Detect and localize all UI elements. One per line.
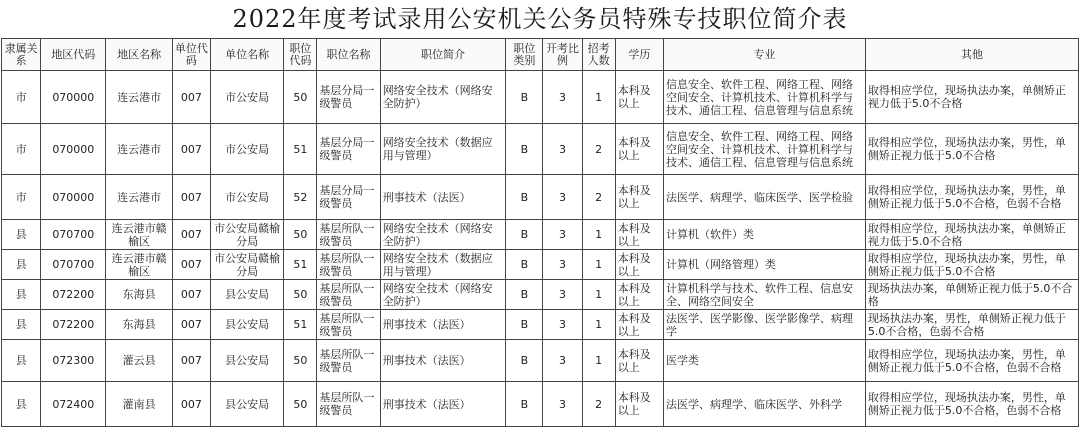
cell-relation: 县 [2,382,41,427]
header-recruit-count: 招考人数 [582,39,615,71]
header-exam-ratio: 开考比例 [543,39,582,71]
cell-unit-name: 市公安局 [210,124,283,175]
cell-unit-name: 县公安局 [210,340,283,382]
cell-area-code: 070000 [41,71,106,124]
cell-major: 计算机科学与技术、软件工程、信息安全、网络空间安全 [663,280,865,310]
cell-area-name: 东海县 [106,310,172,340]
cell-position-description: 网络安全技术（网络安全防护） [380,71,506,124]
cell-education: 本科及以上 [615,250,663,280]
cell-major: 法医学、病理学、临床医学、医学检验 [663,175,865,220]
header-position-category: 职位类别 [506,39,543,71]
cell-education: 本科及以上 [615,71,663,124]
header-unit-name: 单位名称 [210,39,283,71]
cell-position-code: 52 [284,175,317,220]
table-row [2,310,1079,340]
header-relation: 隶属关系 [2,39,41,71]
cell-position-description: 刑事技术（法医） [380,175,506,220]
cell-education: 本科及以上 [615,124,663,175]
header-unit-code: 单位代码 [172,39,210,71]
cell-unit-name: 县公安局 [210,382,283,427]
cell-relation: 县 [2,340,41,382]
header-position-description: 职位简介 [380,39,506,71]
cell-area-name: 东海县 [106,280,172,310]
cell-position-category: B [506,220,543,250]
cell-major: 信息安全、软件工程、网络工程、网络空间安全、计算机技术、计算机科学与技术、通信工程、信息管理与信息系统 [663,124,865,175]
header-position-code: 职位代码 [284,39,317,71]
cell-unit-name: 市公安局 [210,175,283,220]
cell-area-code: 072400 [41,382,106,427]
cell-position-name: 基层所队一级警员 [317,250,380,280]
position-table [1,38,1079,427]
cell-exam-ratio: 3 [543,220,582,250]
cell-position-description: 网络安全技术（数据应用与管理） [380,124,506,175]
cell-relation: 县 [2,220,41,250]
cell-relation: 市 [2,124,41,175]
cell-position-category: B [506,250,543,280]
cell-area-code: 072300 [41,340,106,382]
cell-recruit-count: 1 [582,220,615,250]
cell-position-name: 基层所队一级警员 [317,280,380,310]
cell-unit-code: 007 [172,382,210,427]
cell-area-name: 连云港市 [106,71,172,124]
cell-position-code: 50 [284,340,317,382]
cell-position-name: 基层所队一级警员 [317,310,380,340]
cell-area-code: 070700 [41,250,106,280]
cell-area-code: 072200 [41,310,106,340]
cell-major: 信息安全、软件工程、网络工程、网络空间安全、计算机技术、计算机科学与技术、通信工程、信息管理与信息系统 [663,71,865,124]
cell-unit-name: 市公安局赣榆分局 [210,220,283,250]
cell-relation: 市 [2,71,41,124]
document-title: 2022年度考试录用公安机关公务员特殊专技职位简介表 [232,5,848,33]
cell-area-name: 连云港市 [106,124,172,175]
cell-position-category: B [506,382,543,427]
cell-position-name: 基层所队一级警员 [317,220,380,250]
cell-other: 现场执法办案，男性，单侧矫正视力低于5.0不合格，色弱不合格 [865,310,1078,340]
cell-recruit-count: 1 [582,340,615,382]
cell-area-name: 连云港市赣榆区 [106,250,172,280]
header-area-name: 地区名称 [106,39,172,71]
table-row [2,340,1079,382]
cell-position-name: 基层分局一级警员 [317,124,380,175]
cell-unit-code: 007 [172,124,210,175]
cell-position-description: 网络安全技术（网络安全防护） [380,220,506,250]
cell-position-description: 网络安全技术（网络安全防护） [380,280,506,310]
cell-exam-ratio: 3 [543,310,582,340]
cell-exam-ratio: 3 [543,250,582,280]
cell-position-category: B [506,71,543,124]
cell-unit-code: 007 [172,340,210,382]
cell-other: 取得相应学位，现场执法办案，男性，单侧矫正视力低于5.0不合格，色弱不合格 [865,382,1078,427]
cell-position-name: 基层分局一级警员 [317,71,380,124]
cell-recruit-count: 2 [582,124,615,175]
cell-exam-ratio: 3 [543,382,582,427]
cell-position-name: 基层分局一级警员 [317,175,380,220]
header-position-name: 职位名称 [317,39,380,71]
cell-education: 本科及以上 [615,220,663,250]
cell-position-code: 50 [284,220,317,250]
table-row [2,220,1079,250]
cell-major: 法医学、医学影像、医学影像学、病理学 [663,310,865,340]
cell-position-code: 50 [284,71,317,124]
cell-position-category: B [506,124,543,175]
cell-area-name: 连云港市赣榆区 [106,220,172,250]
cell-relation: 县 [2,250,41,280]
cell-area-name: 连云港市 [106,175,172,220]
cell-position-code: 51 [284,250,317,280]
cell-education: 本科及以上 [615,175,663,220]
table-row [2,280,1079,310]
cell-relation: 市 [2,175,41,220]
cell-position-code: 51 [284,124,317,175]
cell-unit-name: 县公安局 [210,280,283,310]
cell-position-name: 基层所队一级警员 [317,340,380,382]
cell-other: 取得相应学位，现场执法办案，单侧矫正视力低于5.0不合格 [865,71,1078,124]
cell-recruit-count: 1 [582,310,615,340]
table-row [2,250,1079,280]
cell-recruit-count: 2 [582,382,615,427]
cell-other: 取得相应学位，现场执法办案，男性，单侧矫正视力低于5.0不合格 [865,250,1078,280]
cell-position-category: B [506,340,543,382]
cell-education: 本科及以上 [615,382,663,427]
cell-recruit-count: 1 [582,250,615,280]
cell-recruit-count: 2 [582,175,615,220]
cell-unit-name: 市公安局 [210,71,283,124]
cell-relation: 县 [2,310,41,340]
cell-unit-code: 007 [172,220,210,250]
cell-position-category: B [506,280,543,310]
cell-education: 本科及以上 [615,340,663,382]
cell-position-description: 刑事技术（法医） [380,310,506,340]
cell-area-name: 灌南县 [106,382,172,427]
cell-other: 取得相应学位，现场执法办案，单侧矫正视力低于5.0不合格 [865,220,1078,250]
table-row [2,124,1079,175]
cell-position-description: 刑事技术（法医） [380,382,506,427]
cell-relation: 县 [2,280,41,310]
cell-unit-code: 007 [172,250,210,280]
cell-major: 计算机（软件）类 [663,220,865,250]
table-row [2,382,1079,427]
header-education: 学历 [615,39,663,71]
cell-area-name: 灌云县 [106,340,172,382]
table-header-row [2,39,1079,71]
cell-unit-code: 007 [172,71,210,124]
cell-education: 本科及以上 [615,280,663,310]
cell-area-code: 070700 [41,220,106,250]
cell-exam-ratio: 3 [543,340,582,382]
table-row [2,71,1079,124]
header-area-code: 地区代码 [41,39,106,71]
cell-area-code: 070000 [41,175,106,220]
cell-position-description: 网络安全技术（数据应用与管理） [380,250,506,280]
cell-other: 取得相应学位，现场执法办案，男性，单侧矫正视力低于5.0不合格 [865,124,1078,175]
cell-position-code: 51 [284,310,317,340]
cell-exam-ratio: 3 [543,175,582,220]
cell-unit-code: 007 [172,175,210,220]
cell-position-category: B [506,310,543,340]
cell-area-code: 070000 [41,124,106,175]
cell-recruit-count: 1 [582,280,615,310]
cell-major: 法医学、病理学、临床医学、外科学 [663,382,865,427]
cell-other: 取得相应学位，现场执法办案，男性，单侧矫正视力低于5.0不合格，色弱不合格 [865,175,1078,220]
header-other: 其他 [865,39,1078,71]
cell-area-code: 072200 [41,280,106,310]
cell-unit-code: 007 [172,280,210,310]
cell-position-category: B [506,175,543,220]
header-major: 专业 [663,39,865,71]
cell-exam-ratio: 3 [543,71,582,124]
cell-position-code: 50 [284,280,317,310]
cell-position-description: 刑事技术（法医） [380,340,506,382]
cell-position-code: 50 [284,382,317,427]
cell-exam-ratio: 3 [543,280,582,310]
cell-other: 现场执法办案，单侧矫正视力低于5.0不合格 [865,280,1078,310]
cell-position-name: 基层所队一级警员 [317,382,380,427]
cell-major: 医学类 [663,340,865,382]
cell-major: 计算机（网络管理）类 [663,250,865,280]
table-row [2,175,1079,220]
cell-education: 本科及以上 [615,310,663,340]
cell-unit-code: 007 [172,310,210,340]
cell-recruit-count: 1 [582,71,615,124]
cell-unit-name: 市公安局赣榆分局 [210,250,283,280]
cell-exam-ratio: 3 [543,124,582,175]
cell-unit-name: 县公安局 [210,310,283,340]
cell-other: 取得相应学位，现场执法办案，男性，单侧矫正视力低于5.0不合格，色弱不合格 [865,340,1078,382]
